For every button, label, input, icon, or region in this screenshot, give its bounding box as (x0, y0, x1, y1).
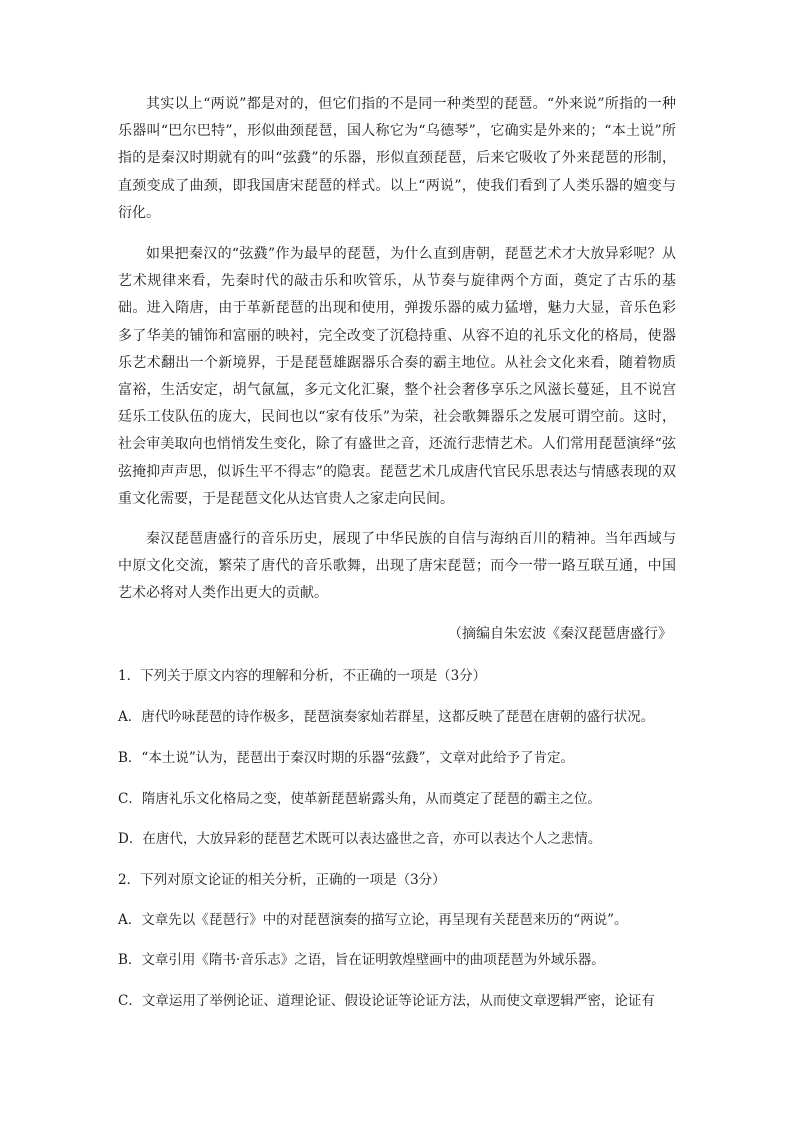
passage-paragraph-1: 其实以上“两说”都是对的，但它们指的不是同一种类型的琵琶。“外来说”所指的一种乐器叫“巴尔巴特”，形似曲颈琵琶，国人称它为“乌德琴”，它确实是外来的；“本土说”所指的是秦汉时期就有的叫“弦鼗”的乐器，形似直颈琵琶，后来它吸收了外来琵琶的形制，直颈变成了曲颈，即我国唐宋琵琶的样式。以上“两说”，使我们看到了人类乐器的嬗变与衍化。 (118, 96, 676, 221)
source-citation: （摘编自朱宏波《秦汉琵琶唐盛行》 (448, 626, 672, 642)
question-1-stem: 1．下列关于原文内容的理解和分析，不正确的一项是（3分） (118, 668, 487, 684)
question-1-option-c: C．隋唐礼乐文化格局之变，使革新琵琶崭露头角，从而奠定了琵琶的霸主之位。 (118, 791, 601, 807)
question-1-option-d: D．在唐代，大放异彩的琵琶艺术既可以表达盛世之音，亦可以表达个人之悲情。 (118, 831, 602, 847)
question-2-option-b: B．文章引用《隋书·音乐志》之语，旨在证明敦煌壁画中的曲项琵琶为外域乐器。 (118, 952, 605, 968)
question-2-stem: 2．下列对原文论证的相关分析，正确的一项是（3分） (118, 872, 446, 888)
question-2-option-a: A．文章先以《琵琶行》中的对琵琶演奏的描写立论，再呈现有关琵琶来历的“两说”。 (118, 912, 628, 928)
passage-paragraph-2: 如果把秦汉的“弦鼗”作为最早的琵琶，为什么直到唐朝，琵琶艺术才大放异彩呢？从艺术规律来看，先秦时代的敲击乐和吹管乐，从节奏与旋律两个方面，奠定了古乐的基础。进入隋唐，由于革新琵琶的出现和使用，弹拨乐器的威力猛增，魅力大显，音乐色彩多了华美的铺饰和富丽的映衬，完全改变了沉稳持重、从容不迫的礼乐文化的格局，使器乐艺术翻出一个新境界，于是琵琶雄踞器乐合奏的霸主地位。从社会文化来看，随着物质富裕，生活安定，胡气氤氲，多元文化汇聚，整个社会奢侈享乐之风滋长蔓延，且不说宫廷乐工伎队伍的庞大，民间也以“家有伎乐”为荣，社会歌舞器乐之发展可谓空前。这时，社会审美取向也悄悄发生变化，除了有盛世之音，还流行悲情艺术。人们常用琵琶演绎“弦弦掩抑声声思，似诉生平不得志”的隐衷。琵琶艺术几成唐代官民乐思表达与情感表现的双重文化需要，于是琵琶文化从达官贵人之家走向民间。 (118, 246, 676, 507)
question-1-option-a: A．唐代吟咏琵琶的诗作极多，琵琶演奏家灿若群星，这都反映了琵琶在唐朝的盛行状况。 (118, 709, 655, 725)
question-2-option-c: C．文章运用了举例论证、道理论证、假设论证等论证方法，从而使文章逻辑严密，论证有 (118, 993, 655, 1009)
question-1-option-b: B．“本土说”认为，琵琶出于秦汉时期的乐器“弦鼗”，文章对此给予了肯定。 (118, 750, 575, 766)
passage-paragraph-3: 秦汉琵琶唐盛行的音乐历史，展现了中华民族的自信与海纳百川的精神。当年西域与中原文化交流，繁荣了唐代的音乐歌舞，出现了唐宋琵琶；而今一带一路互联互通，中国艺术必将对人类作出更大的贡献。 (118, 531, 676, 602)
